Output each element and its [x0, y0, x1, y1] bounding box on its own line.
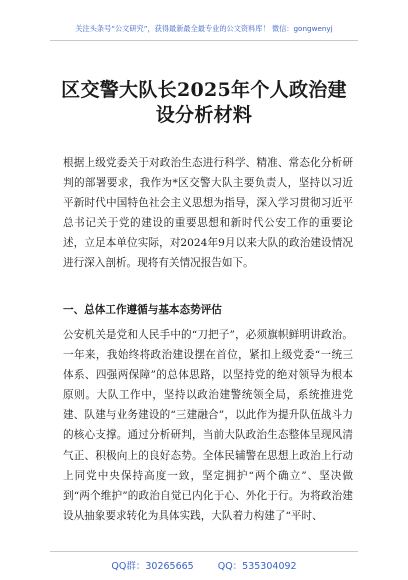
footer-qq-group: QQ群：30265665 [111, 561, 194, 572]
header-promo-note: 关注头条号“公文研究”，获得最新最全最专业的公文资料库！ 微信：gongwenyj [75, 24, 333, 33]
intro-paragraph: 根据上级党委关于对政治生态进行科学、精准、常态化分析研判的部署要求，我作为*区交警大队主要负责人，坚持以习近平新时代中国特色社会主义思想为指导，深入学习贯彻习近平总书记关于党的建设的重要思想和新时代公安工作的重要论述，立足本单位实际，对2024年9月以来大队的政治建设情况进行深入剖析。现将有关情况报告如下。 [63, 157, 353, 270]
footer-divider [50, 551, 358, 552]
footer-contact [0, 558, 408, 572]
section-paragraph: 公安机关是党和人民手中的“刀把子”，必须旗帜鲜明讲政治。一年来，我始终将政治建设摆在首位，紧扣上级党委“一统三体系、四强两保障”的总体思路，以坚持党的绝对领导为根本原则。大队工作中，坚持以政治建警统领全局，系统推进党建、队建与业务建设的“三建融合”，以此作为提升队伍战斗力的核心支撑。通过分析研判，当前大队政治生态整体呈现风清气正、积极向上的良好态势。全体民辅警在思想上政治上行动上同党中央保持高度一致，坚定拥护“两个确立”、坚决做到“两个维护”的政治自觉已内化于心、外化于行。为将政治建设从抽象要求转化为具体实践，大队着力构建了“平时、 [63, 329, 353, 522]
footer-qq-number: QQ：535304092 [217, 561, 297, 572]
section-heading: 一、总体工作遵循与基本态势评估 [63, 304, 222, 316]
header-divider [50, 40, 358, 41]
document-title: 区交警大队长2025年个人政治建设分析材料 [61, 79, 347, 126]
